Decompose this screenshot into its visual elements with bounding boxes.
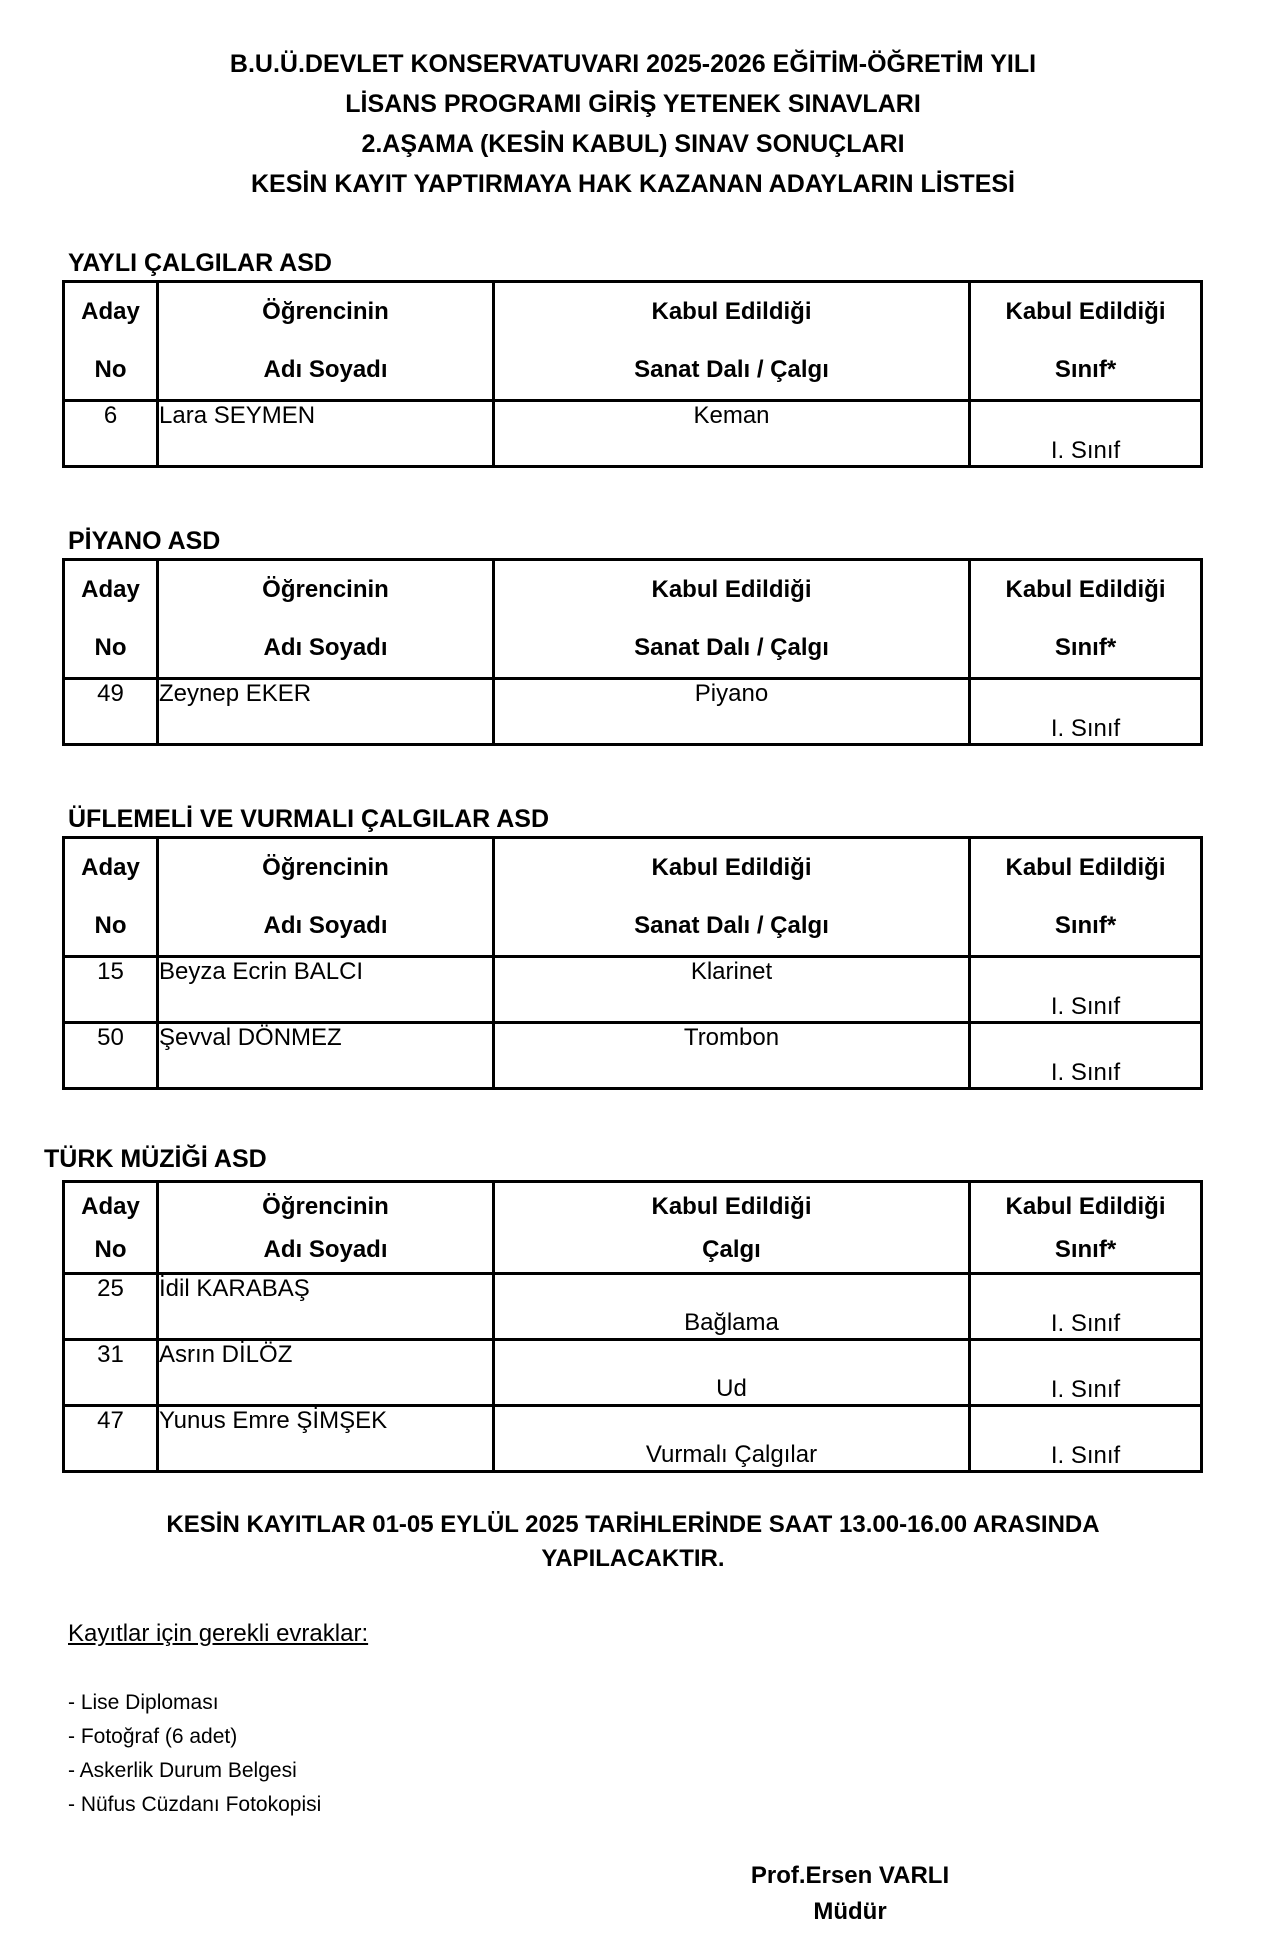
class: I. Sınıf	[970, 1406, 1202, 1472]
table-row	[64, 1023, 1202, 1089]
instrument: Vurmalı Çalgılar	[494, 1406, 970, 1472]
header-ogrenci: Öğrencinin Adı Soyadı	[158, 838, 494, 957]
title-line: LİSANS PROGRAMI GİRİŞ YETENEK SINAVLARI	[345, 90, 921, 118]
table-row	[64, 401, 1202, 467]
required-documents-list	[68, 1686, 321, 1822]
header-aday-no: Aday No	[64, 282, 158, 401]
student-name: Beyza Ecrin BALCI	[158, 957, 494, 1023]
table-header-row	[64, 560, 1202, 679]
header-sinif: Kabul Edildiği Sınıf*	[970, 560, 1202, 679]
signature-role: Müdür	[813, 1898, 887, 1925]
class: I. Sınıf	[970, 1340, 1202, 1406]
student-name: Şevval DÖNMEZ	[158, 1023, 494, 1089]
class: I. Sınıf	[970, 679, 1202, 745]
class: I. Sınıf	[970, 1274, 1202, 1340]
header-aday-no: Aday No	[64, 560, 158, 679]
student-name: Asrın DİLÖZ	[158, 1340, 494, 1406]
header-calgi: Kabul Edildiği Çalgı	[494, 1182, 970, 1274]
instrument: Piyano	[494, 679, 970, 745]
document-title	[0, 44, 1266, 204]
candidate-no: 31	[64, 1340, 158, 1406]
candidate-no: 49	[64, 679, 158, 745]
class: I. Sınıf	[970, 401, 1202, 467]
candidate-no: 6	[64, 401, 158, 467]
instrument: Ud	[494, 1340, 970, 1406]
list-item: - Askerlik Durum Belgesi	[68, 1759, 297, 1782]
table-header-row	[64, 1182, 1202, 1274]
header-ogrenci: Öğrencinin Adı Soyadı	[158, 282, 494, 401]
notice-line: YAPILACAKTIR.	[541, 1545, 725, 1572]
results-table-uflemeli	[62, 836, 1203, 1090]
required-documents-title: Kayıtlar için gerekli evraklar:	[68, 1620, 369, 1647]
section-title-piyano: PİYANO ASD	[68, 527, 221, 555]
notice-line: KESİN KAYITLAR 01-05 EYLÜL 2025 TARİHLERİNDE SAAT 13.00-16.00 ARASINDA	[166, 1511, 1100, 1538]
header-ogrenci: Öğrencinin Adı Soyadı	[158, 1182, 494, 1274]
table-row	[64, 679, 1202, 745]
class: I. Sınıf	[970, 1023, 1202, 1089]
header-sinif: Kabul Edildiği Sınıf*	[970, 838, 1202, 957]
instrument: Bağlama	[494, 1274, 970, 1340]
candidate-no: 25	[64, 1274, 158, 1340]
class: I. Sınıf	[970, 957, 1202, 1023]
candidate-no: 47	[64, 1406, 158, 1472]
header-ogrenci: Öğrencinin Adı Soyadı	[158, 560, 494, 679]
header-sanat-dali: Kabul Edildiği Sanat Dalı / Çalgı	[494, 560, 970, 679]
table-row	[64, 1274, 1202, 1340]
results-table-yayli	[62, 280, 1203, 468]
title-line: KESİN KAYIT YAPTIRMAYA HAK KAZANAN ADAYLARIN LİSTESİ	[250, 170, 1015, 198]
section-title-uflemeli: ÜFLEMELİ VE VURMALI ÇALGILAR ASD	[68, 805, 550, 833]
header-sinif: Kabul Edildiği Sınıf*	[970, 1182, 1202, 1274]
list-item: - Lise Diploması	[68, 1691, 219, 1714]
header-aday-no: Aday No	[64, 838, 158, 957]
table-header-row	[64, 838, 1202, 957]
signature-block	[700, 1858, 1000, 1930]
results-table-piyano	[62, 558, 1203, 746]
instrument: Keman	[494, 401, 970, 467]
header-aday-no: Aday No	[64, 1182, 158, 1274]
header-sanat-dali: Kabul Edildiği Sanat Dalı / Çalgı	[494, 838, 970, 957]
table-row	[64, 1340, 1202, 1406]
signature-name: Prof.Ersen VARLI	[750, 1862, 950, 1889]
title-line: B.U.Ü.DEVLET KONSERVATUVARI 2025-2026 EĞİTİM-ÖĞRETİM YILI	[229, 50, 1037, 78]
instrument: Trombon	[494, 1023, 970, 1089]
title-line: 2.AŞAMA (KESİN KABUL) SINAV SONUÇLARI	[361, 130, 905, 158]
student-name: Yunus Emre ŞİMŞEK	[158, 1406, 494, 1472]
instrument: Klarinet	[494, 957, 970, 1023]
table-row	[64, 1406, 1202, 1472]
table-row	[64, 957, 1202, 1023]
candidate-no: 50	[64, 1023, 158, 1089]
student-name: Lara SEYMEN	[158, 401, 494, 467]
student-name: İdil KARABAŞ	[158, 1274, 494, 1340]
candidate-no: 15	[64, 957, 158, 1023]
header-sanat-dali: Kabul Edildiği Sanat Dalı / Çalgı	[494, 282, 970, 401]
list-item: - Fotoğraf (6 adet)	[68, 1725, 238, 1748]
section-title-turk-muzigi: TÜRK MÜZİĞİ ASD	[44, 1145, 267, 1173]
student-name: Zeynep EKER	[158, 679, 494, 745]
section-title-yayli: YAYLI ÇALGILAR ASD	[68, 249, 332, 277]
list-item: - Nüfus Cüzdanı Fotokopisi	[68, 1793, 322, 1816]
table-header-row	[64, 282, 1202, 401]
registration-notice	[0, 1508, 1266, 1576]
header-sinif: Kabul Edildiği Sınıf*	[970, 282, 1202, 401]
results-table-turk-muzigi	[62, 1180, 1203, 1473]
